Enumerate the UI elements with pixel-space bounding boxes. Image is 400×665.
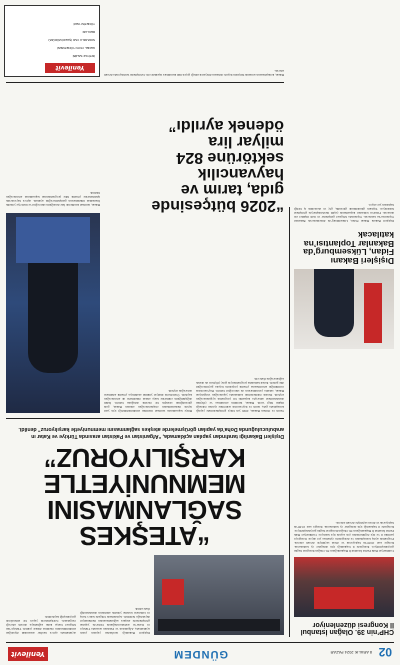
- main-body-col2: Açıklamada ayrıca taraflar arasındaki diyaloğun sürdürülmesinin önemine dikkat çekildi. Türkiye’nin bölgesel barışa katkı sağlamaya devam edeceği vurgulandı. Görüşmelerin yapıcı bir atmosferde gerçekleştiği kaydedildi.: [6, 615, 76, 635]
- speaker-figure: [314, 269, 354, 337]
- main-headline: “ATEŞKES SAĞLANMASINI MEMNUNİYETLE KARŞILIYORUZ”: [44, 443, 246, 551]
- budget-photo: [6, 213, 100, 413]
- podium-icon: [16, 217, 90, 263]
- col-rule-1: [289, 207, 290, 637]
- chp-headline: CHP’nin 39. Olağan İstanbul İl Kongresi düzenleniyor: [300, 621, 394, 635]
- imprint-logo: Yenilevit: [45, 63, 95, 73]
- imprint-line: İMTİYAZ SAHİBİ: [72, 54, 95, 58]
- imprint-line: GENEL YAYIN YÖNETMENİ: [56, 46, 95, 50]
- bottom-body: Bakan, konuşmasının sonunda bütçenin hayırlı olmasını dileyerek emeği geçen tüm kurumlara teşekkür etti. Görüşmeler komisyonda devam edecek.: [104, 69, 284, 77]
- imprint-box: [4, 5, 100, 77]
- flag-icon: [162, 579, 184, 605]
- budget-headline: “2026 bütçesinde gıda, tarım ve hayvancılık sektörüne 824 milyar lira ödenek ayrıldı”: [151, 117, 284, 214]
- budget-body-col1: Tarım ve Orman Bakanı, 2026 yılı bütçe görüşmelerinde yaptığı konuşmada gıda, tarım ve hayvancılık sektörüne ayrılan ödeneğe ilişkin bilgi verdi. Bakan, üretimin artırılması ve çiftçinin desteklenmesi amacıyla kapsamlı bir programın uygulanacağını söyledi. Destek ödemelerinin zamanında yapılacağını vurgulayan Bakan, sulama yatırımlarının da süreceğini belirtti. Hayvancılıkta verimliliğin artırılmasına yönelik projelerin hayata geçirileceğini dile getirdi. Kırsal kalkınma programlarıyla genç çiftçilere ek destek sağlanacağını ifade etti.: [196, 377, 284, 413]
- chp-photo: [294, 557, 394, 617]
- masthead-logo: Yenilevit: [8, 647, 48, 661]
- footer-rule: [6, 82, 284, 83]
- fidan-photo: [294, 269, 394, 349]
- imprint-line: YÖNETİM YERİ: [73, 22, 95, 26]
- page-date: 8 ARALIK 2024 PAZAR: [330, 650, 372, 655]
- main-deck: Dışişleri Bakanlığı tarafından yapılan açıklamada, “Afganistan ve Pakistan arasında Türkiye ve Katar ın arabuluculuğunda Doha’da yapılan görüşmelerde ateşkes sağlanmasını memnuniyetle karşılıyoruz” denildi.: [18, 426, 284, 439]
- section-rule: [6, 418, 284, 419]
- budget-body-col2: Bütçe kapsamında tarımsal üretimin sürdürülebilirliği için yeni teşvik mekanizmaları oluşturulacağını anlatan Bakan, gıda güvenliğinin stratejik bir öncelik olduğunu belirtti. İklim değişikliğinin etkilerine karşı alınan önlemlerin de artırılacağını kaydetti. Üreticilerin maliyet yükünü azaltmaya yönelik adımların atılacağını söyledi.: [104, 389, 192, 413]
- page-number: 02: [378, 645, 392, 659]
- flag-icon: [364, 283, 382, 343]
- imprint-line: REKLAM: [82, 30, 95, 34]
- budget-body-col3: Bakan, tarımsal kredilerde faiz desteğinin süreceğini ve üreticiye yönelik finansman imkânlarının genişletileceğini açıkladı. Ayrıca hayvancılık işletmelerine yönelik hibe programlarının kapsamının artırılacağını bildirdi.: [6, 191, 100, 207]
- building-sign: [158, 619, 280, 631]
- header-rule: [6, 642, 394, 643]
- imprint-line: SORUMLU YAZI İŞLERİ MÜDÜRÜ: [48, 38, 95, 42]
- section-label: GÜNDEM: [173, 648, 228, 660]
- fidan-body: Dışişleri Bakanı Hakan Fidan, Lüksemburg’da düzenlenecek Bakanlar Toplantısı’na katılacak. Toplantıda bölgesel gelişmeler ve ikili ilişkiler ele alınacak. Fidan’ın temasları kapsamında çeşitli mevkidaşlarıyla görüşmesi bekleniyor. Toplantı gündeminde güvenlik, göç ve ekonomik iş birliği başlıkları yer alıyor.: [294, 203, 394, 223]
- main-body-col1: Dışişleri Bakanlığı tarafından yapılan yazılı açıklamada, Afganistan ve Pakistan arasında Türkiye ve Katar’ın arabuluculuğunda Doha’da yapılan görüşmelerde ateşkes sağlanmasından memnuniyet duyulduğu belirtildi. Açıklamada bölgede kalıcı barış ve istikrarın tesisine yönelik adımların desteklendiği ifade edildi.: [80, 607, 150, 635]
- main-photo: [154, 555, 284, 635]
- chp-body: Cumhuriyet Halk Partisi İstanbul İl Başkanlığının 39. Olağan Kongresi bugün gerçekleştiriliyor. Kongrede il başkanlığı için delegeler oy kullanacak. Kongre saat 10.00’da başlayacak ve divan seçimiyle devam edecek. Programda açılış konuşmaları ve delegelerin oylaması yer alıyor. Kongreye partinin il ve ilçe örgütlerinden çok sayıda üye katılıyor. Cumhuriyet Halk Partisi İstanbul İl Başkanlığının 39. Olağan Kongresi bugün gerçekleştiriliyor. Kongrede il başkanlığı için delegeler oy kullanacak. Kongre saat 10.00’da başlayacak ve divan seçimiyle devam edecek.: [294, 521, 394, 553]
- fidan-headline: Dışişleri Bakanı Fidan, Lüksemburg’da Bakanlar Toplantısı’na katılacak: [303, 230, 394, 266]
- stage-screen: [314, 587, 374, 609]
